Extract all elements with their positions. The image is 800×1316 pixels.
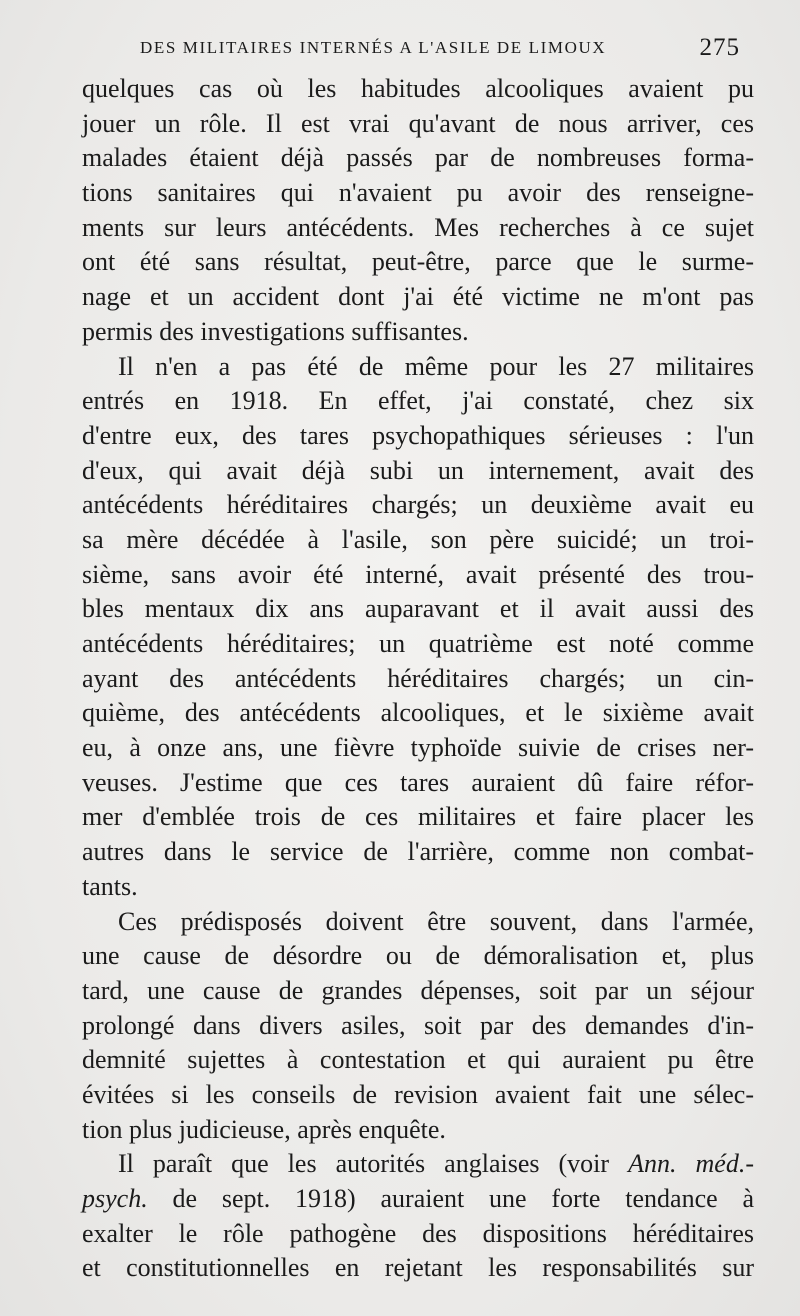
text-line: quième, des antécédents alcooliques, et le sixième avait [82,698,754,728]
paragraph-end-line: tants. [82,871,138,901]
line-text: de sept. 1918) auraient une forte tendance à [172,1184,754,1213]
text-line: nage et un accident dont j'ai été victime ne m'ont pas [82,282,754,312]
paragraph-start-line: Il n'en a pas été de même pour les 27 militaires [118,351,754,381]
text-line: sa mère décédée à l'asile, son père suicidé; un troi- [82,524,754,554]
page-number: 275 [699,34,740,61]
text-line: entrés en 1918. En effet, j'ai constaté, chez six [82,386,754,416]
text-line: sième, sans avoir été interné, avait présenté des trou- [82,559,754,589]
text-line: antécédents héréditaires; un quatrième est noté comme [82,629,754,658]
paragraph-start-line [82,1147,754,1182]
text-line: d'entre eux, des tares psychopathiques sérieuses : l'un [82,420,754,450]
text-line: eu, à onze ans, une fièvre typhoïde suivie de crises ner- [82,733,754,763]
running-title: DES MILITAIRES INTERNÉS A L'ASILE DE LIMOUX [140,38,607,57]
text-line: autres dans le service de l'arrière, comme non combat- [82,837,754,867]
text-line: tions sanitaires qui n'avaient pu avoir des renseigne- [82,178,754,208]
text-line: mer d'emblée trois de ces militaires et faire placer les [82,802,754,832]
text-line: quelques cas où les habitudes alcooliques avaient pu [82,74,754,103]
paragraph-end-line: tion plus judicieuse, après enquête. [82,1114,446,1144]
citation-journal-part-1: Ann. méd.- [628,1149,754,1179]
text-line: veuses. J'estime que ces tares auraient dû faire réfor- [82,767,754,797]
text-line: prolongé dans divers asiles, soit par des demandes d'in- [82,1010,754,1040]
text-line: d'eux, qui avait déjà subi un internement, avait des [82,455,754,485]
text-line: évitées si les conseils de revision avaient fait une sélec- [82,1079,754,1109]
text-line: demnité sujettes à contestation et qui auraient pu être [82,1045,754,1075]
text-line: bles mentaux dix ans auparavant et il avait aussi des [82,594,754,624]
text-line: antécédents héréditaires chargés; un deuxième avait eu [82,490,754,520]
running-header [140,34,740,64]
line-text: Il paraît que les autorités anglaises (voir [118,1149,610,1179]
paragraph-start-line: Ces prédisposés doivent être souvent, dans l'armée, [118,906,754,936]
paragraph-end-line: permis des investigations suffisantes. [82,316,469,346]
citation-journal-part-2: psych. [82,1184,148,1213]
text-line: une cause de désordre ou de démoralisation et, plus [82,941,754,971]
text-line: ments sur leurs antécédents. Mes recherches à ce sujet [82,212,754,242]
text-line: jouer un rôle. Il est vrai qu'avant de nous arriver, ces [82,108,754,138]
text-line [82,1182,754,1217]
text-line: tard, une cause de grandes dépenses, soit par un séjour [82,975,754,1005]
text-line: malades étaient déjà passés par de nombreuses forma- [82,143,754,173]
text-line: et constitutionnelles en rejetant les responsabilités sur [82,1253,754,1283]
body-text [82,72,754,1286]
text-line: exalter le rôle pathogène des dispositions héréditaires [82,1218,754,1248]
text-line: ayant des antécédents héréditaires chargés; un cin- [82,663,754,693]
text-line: ont été sans résultat, peut-être, parce que le surme- [82,247,754,277]
